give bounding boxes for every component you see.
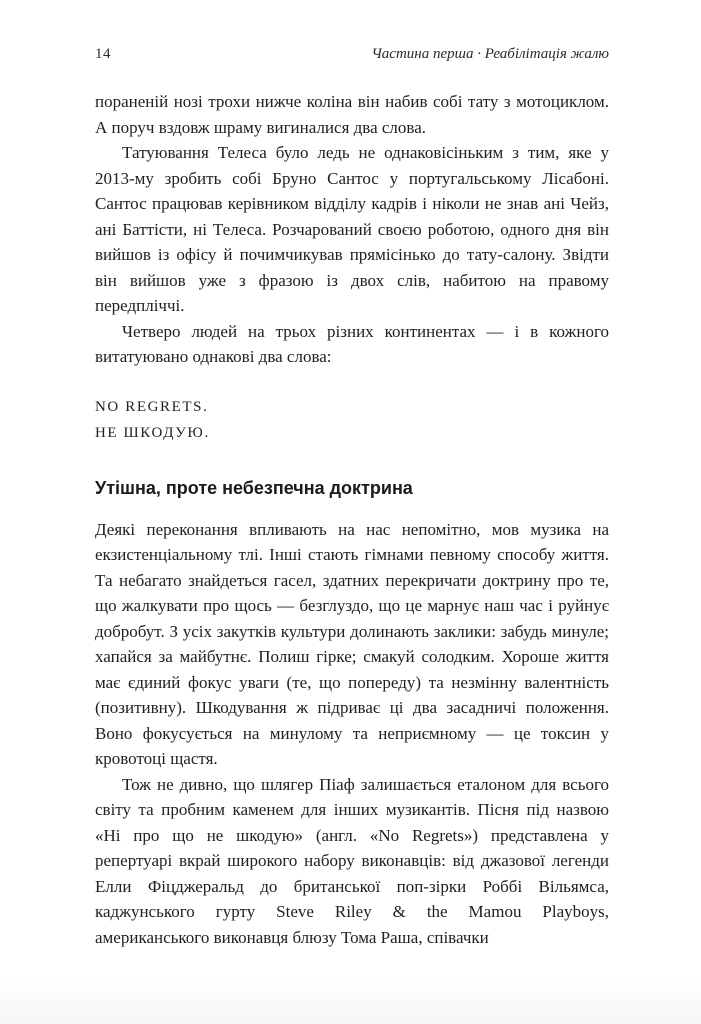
paragraph: Татуювання Телеса було ледь не однаковісіньким з тим, яке у 2013-му зробить собі Бруно Сантос у португальському Лісабоні. Сантос працював керівником відділу кадрів і ніколи не знав ані Чейз, ані Баттісти, ні Телеса. Розчарований своєю роботою, одного дня він вийшов із офісу й почимчикував прямісінько до тату-салону. Звідти він вийшов уже з фразою із двох слів, набитою на правому передпліччі. xyxy=(95,143,609,315)
page-header xyxy=(95,46,609,63)
page-body xyxy=(95,89,609,950)
quote-line-ukrainian: НЕ ШКОДУЮ. xyxy=(95,424,210,441)
quote-line-english: NO REGRETS. xyxy=(95,398,209,415)
paragraph: Четверо людей на трьох різних континентах — і в кожного витатуювано однакові два слова: xyxy=(95,321,609,366)
page-number: 14 xyxy=(95,46,111,62)
tattoo-quote-block xyxy=(95,394,609,446)
paragraph-continuation: пораненій нозі трохи нижче коліна він набив собі тату з мотоциклом. А поруч вздовж шраму вигиналися два слова. xyxy=(95,92,609,137)
section-heading: Утішна, проте небезпечна доктрина xyxy=(95,477,413,498)
page-bottom-shade xyxy=(0,978,701,1024)
running-head: Частина перша · Реабілітація жалю xyxy=(371,46,609,62)
paragraph: Деякі переконання впливають на нас непомітно, мов музика на екзистенціальному тлі. Інші стають гімнами певному способу життя. Та небагато знайдеться гасел, здатних перекричати доктрину про те, що жалкувати про щось — безглуздо, що це марнує наш час і руйнує добробут. З усіх закутків культури долинають заклики: забудь минуле; хапайся за майбутнє. Полиш гірке; смакуй солодким. Хороше життя має єдиний фокус уваги (те, що попереду) та незмінну валентність (позитивну). Шкодування ж підриває ці два засадничі положення. Воно фокусується на минулому та неприємному — це токсин у кровотоці щастя. xyxy=(95,519,609,768)
paragraph: Тож не дивно, що шлягер Піаф залишається еталоном для всього світу та пробним каменем для інших музикантів. Пісня під назвою «Ні про що не шкодую» (англ. «No Regrets») представлена у репертуарі вкрай широкого набору виконавців: від джазової легенди Елли Фіцджеральд до британської поп-зірки Роббі Вільямса, каджунського гурту Steve Riley & the Mamou Playboys, американського виконавця блюзу Тома Раша, співачки xyxy=(95,774,609,947)
text-column xyxy=(95,46,609,950)
